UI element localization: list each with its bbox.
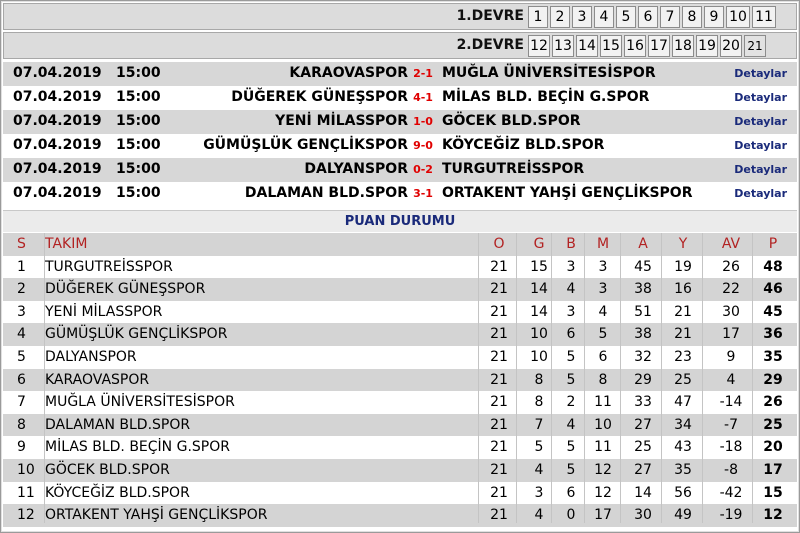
cell-points: 12 [763, 507, 783, 524]
standings-title: PUAN DURUMU [3, 210, 797, 232]
cell-goals-for: 32 [634, 348, 652, 365]
fixture-home-team: DALAMAN BLD.SPOR [244, 185, 408, 201]
cell-goals-against: 43 [674, 439, 692, 456]
cell-lost: 17 [594, 507, 612, 524]
table-row [3, 346, 797, 369]
table-row [3, 391, 797, 414]
cell-goals-against: 49 [674, 507, 692, 524]
cell-played: 21 [490, 258, 508, 275]
fixture-away-team: KÖYCEĞİZ BLD.SPOR [442, 137, 605, 153]
fixture-time: 15:00 [116, 185, 161, 201]
cell-played: 21 [490, 461, 508, 478]
cell-played: 21 [490, 507, 508, 524]
week-button[interactable]: 16 [624, 35, 646, 57]
cell-drawn: 5 [566, 461, 576, 478]
table-row [3, 323, 797, 346]
fixture-home-team: KARAOVASPOR [289, 65, 408, 81]
cell-lost: 10 [594, 416, 612, 433]
fixture-date: 07.04.2019 [13, 113, 102, 129]
fixture-details-link[interactable]: Detaylar [734, 187, 787, 200]
table-row [3, 278, 797, 301]
table-row [3, 301, 797, 324]
cell-points: 17 [763, 461, 783, 478]
cell-goal-difference: -14 [719, 394, 743, 411]
cell-points: 48 [763, 258, 783, 275]
table-row [3, 436, 797, 459]
header-points: P [768, 236, 778, 252]
fixture-time: 15:00 [116, 113, 161, 129]
first-half-label: 1.DEVRE [456, 8, 524, 24]
week-button[interactable]: 1 [528, 6, 548, 28]
fixture-home-team: DALYANSPOR [304, 161, 408, 177]
standings-table [3, 233, 797, 527]
cell-points: 35 [763, 348, 783, 365]
fixture-date: 07.04.2019 [13, 65, 102, 81]
header-lost: M [596, 236, 610, 252]
cell-points: 36 [763, 326, 783, 343]
cell-goals-for: 45 [634, 258, 652, 275]
cell-points: 20 [763, 439, 783, 456]
cell-goal-difference: -42 [719, 484, 743, 501]
column-divider [752, 233, 753, 523]
cell-goals-for: 29 [634, 371, 652, 388]
cell-points: 15 [763, 484, 783, 501]
cell-played: 21 [490, 416, 508, 433]
cell-goal-difference: 22 [722, 281, 740, 298]
fixture-score: 4-1 [413, 91, 433, 104]
fixture-score: 9-0 [413, 139, 433, 152]
cell-points: 46 [763, 281, 783, 298]
cell-won: 4 [534, 507, 544, 524]
cell-team-name: ORTAKENT YAHŞİ GENÇLİKSPOR [45, 507, 268, 524]
cell-team-name: GÖCEK BLD.SPOR [45, 461, 170, 478]
cell-drawn: 5 [566, 371, 576, 388]
fixture-away-team: MUĞLA ÜNİVERSİTESİSPOR [442, 65, 656, 81]
fixture-date: 07.04.2019 [13, 185, 102, 201]
fixture-home-team: GÜMÜŞLÜK GENÇLİKSPOR [203, 137, 408, 153]
cell-played: 21 [490, 303, 508, 320]
cell-drawn: 0 [566, 507, 576, 524]
header-goal-difference: AV [721, 236, 741, 252]
fixture-away-team: MİLAS BLD. BEÇİN G.SPOR [442, 89, 650, 105]
cell-team-name: KÖYCEĞİZ BLD.SPOR [45, 484, 190, 501]
header-team: TAKIM [45, 236, 88, 252]
cell-rank: 5 [17, 348, 26, 365]
cell-points: 25 [763, 416, 783, 433]
fixture-time: 15:00 [116, 65, 161, 81]
table-row [3, 459, 797, 482]
cell-goal-difference: 17 [722, 326, 740, 343]
cell-won: 7 [534, 416, 544, 433]
cell-rank: 4 [17, 326, 26, 343]
first-half-week-selector [3, 3, 797, 30]
cell-goals-for: 33 [634, 394, 652, 411]
fixture-details-link[interactable]: Detaylar [734, 115, 787, 128]
week-button[interactable]: 7 [660, 6, 680, 28]
cell-lost: 3 [598, 281, 608, 298]
cell-goals-against: 47 [674, 394, 692, 411]
cell-rank: 2 [17, 281, 26, 298]
fixture-away-team: TURGUTREİSSPOR [442, 161, 585, 177]
cell-team-name: MİLAS BLD. BEÇİN G.SPOR [45, 439, 230, 456]
header-goals-against: Y [678, 236, 688, 252]
week-button[interactable]: 21 [744, 35, 766, 57]
column-divider [620, 233, 621, 523]
second-half-week-selector [3, 32, 797, 59]
cell-drawn: 3 [566, 303, 576, 320]
header-played: O [493, 236, 505, 252]
fixture-date: 07.04.2019 [13, 161, 102, 177]
cell-won: 8 [534, 394, 544, 411]
cell-goal-difference: -19 [719, 507, 743, 524]
cell-lost: 12 [594, 461, 612, 478]
cell-drawn: 6 [566, 484, 576, 501]
table-row [3, 482, 797, 505]
cell-played: 21 [490, 439, 508, 456]
column-divider [702, 233, 703, 523]
cell-won: 5 [534, 439, 544, 456]
fixture-home-team: YENİ MİLASSPOR [275, 113, 408, 129]
fixture-row [3, 158, 797, 182]
cell-lost: 6 [598, 348, 608, 365]
cell-won: 15 [530, 258, 548, 275]
fixture-score: 2-1 [413, 67, 433, 80]
cell-rank: 8 [17, 416, 26, 433]
week-button[interactable]: 4 [594, 6, 614, 28]
fixture-list [3, 62, 797, 206]
column-divider [516, 233, 517, 523]
cell-goals-for: 25 [634, 439, 652, 456]
week-button[interactable]: 11 [752, 6, 776, 28]
cell-rank: 9 [17, 439, 26, 456]
standings-header-row [3, 233, 797, 256]
cell-goals-for: 27 [634, 416, 652, 433]
cell-goals-against: 21 [674, 303, 692, 320]
cell-played: 21 [490, 371, 508, 388]
cell-team-name: DALAMAN BLD.SPOR [45, 416, 191, 433]
fixture-details-link[interactable]: Detaylar [734, 91, 787, 104]
cell-lost: 4 [598, 303, 608, 320]
cell-goals-for: 30 [634, 507, 652, 524]
cell-lost: 8 [598, 371, 608, 388]
cell-lost: 3 [598, 258, 608, 275]
cell-won: 14 [530, 281, 548, 298]
cell-won: 10 [530, 326, 548, 343]
fixture-details-link[interactable]: Detaylar [734, 139, 787, 152]
cell-goals-for: 38 [634, 326, 652, 343]
fixture-row [3, 62, 797, 86]
week-button[interactable]: 17 [648, 35, 670, 57]
cell-goals-against: 34 [674, 416, 692, 433]
fixture-score: 1-0 [413, 115, 433, 128]
fixture-details-link[interactable]: Detaylar [734, 67, 787, 80]
fixture-details-link[interactable]: Detaylar [734, 163, 787, 176]
column-divider [661, 233, 662, 523]
cell-rank: 3 [17, 303, 26, 320]
cell-drawn: 4 [566, 281, 576, 298]
cell-played: 21 [490, 484, 508, 501]
cell-lost: 5 [598, 326, 608, 343]
week-button[interactable]: 15 [600, 35, 622, 57]
table-row [3, 504, 797, 527]
column-divider [551, 233, 552, 523]
cell-won: 3 [534, 484, 544, 501]
header-goals-for: A [638, 236, 648, 252]
cell-drawn: 5 [566, 348, 576, 365]
cell-drawn: 3 [566, 258, 576, 275]
fixture-row [3, 134, 797, 158]
cell-team-name: TURGUTREİSSPOR [45, 258, 173, 275]
fixture-time: 15:00 [116, 161, 161, 177]
week-button[interactable]: 6 [638, 6, 658, 28]
cell-goal-difference: -8 [724, 461, 738, 478]
cell-rank: 10 [17, 461, 35, 478]
cell-lost: 12 [594, 484, 612, 501]
table-row [3, 256, 797, 279]
cell-lost: 11 [594, 439, 612, 456]
cell-drawn: 5 [566, 439, 576, 456]
cell-rank: 1 [17, 258, 26, 275]
cell-points: 45 [763, 303, 783, 320]
fixture-time: 15:00 [116, 137, 161, 153]
cell-played: 21 [490, 394, 508, 411]
header-won: G [533, 236, 545, 252]
fixture-row [3, 182, 797, 206]
cell-team-name: GÜMÜŞLÜK GENÇLİKSPOR [45, 326, 228, 343]
column-divider [44, 233, 45, 523]
cell-points: 26 [763, 394, 783, 411]
cell-won: 10 [530, 348, 548, 365]
second-half-label: 2.DEVRE [456, 37, 524, 53]
week-button[interactable]: 20 [720, 35, 742, 57]
cell-goals-against: 16 [674, 281, 692, 298]
cell-goal-difference: -7 [724, 416, 738, 433]
cell-team-name: KARAOVASPOR [45, 371, 150, 388]
cell-goal-difference: -18 [719, 439, 743, 456]
cell-goal-difference: 4 [726, 371, 736, 388]
fixture-away-team: ORTAKENT YAHŞİ GENÇLİKSPOR [442, 185, 693, 201]
cell-goals-against: 25 [674, 371, 692, 388]
fixture-score: 0-2 [413, 163, 433, 176]
cell-rank: 12 [17, 507, 35, 524]
week-button[interactable]: 10 [726, 6, 750, 28]
cell-goal-difference: 9 [726, 348, 736, 365]
fixture-time: 15:00 [116, 89, 161, 105]
cell-goals-against: 56 [674, 484, 692, 501]
cell-points: 29 [763, 371, 783, 388]
table-row [3, 369, 797, 392]
cell-team-name: DÜĞEREK GÜNEŞSPOR [45, 281, 206, 298]
fixture-row [3, 86, 797, 110]
cell-team-name: YENİ MİLASSPOR [45, 303, 163, 320]
cell-won: 8 [534, 371, 544, 388]
week-button[interactable]: 5 [616, 6, 636, 28]
cell-rank: 6 [17, 371, 26, 388]
cell-rank: 11 [17, 484, 35, 501]
cell-drawn: 4 [566, 416, 576, 433]
fixture-home-team: DÜĞEREK GÜNEŞSPOR [231, 89, 408, 105]
cell-goals-for: 27 [634, 461, 652, 478]
fixture-away-team: GÖCEK BLD.SPOR [442, 113, 581, 129]
cell-goals-for: 51 [634, 303, 652, 320]
cell-goal-difference: 30 [722, 303, 740, 320]
cell-played: 21 [490, 348, 508, 365]
column-divider [478, 233, 479, 523]
cell-won: 4 [534, 461, 544, 478]
cell-drawn: 2 [566, 394, 576, 411]
cell-goal-difference: 26 [722, 258, 740, 275]
cell-lost: 11 [594, 394, 612, 411]
cell-played: 21 [490, 326, 508, 343]
column-divider [584, 233, 585, 523]
cell-goals-for: 14 [634, 484, 652, 501]
cell-played: 21 [490, 281, 508, 298]
cell-goals-against: 21 [674, 326, 692, 343]
table-row [3, 414, 797, 437]
week-button[interactable]: 3 [572, 6, 592, 28]
header-rank: S [17, 236, 26, 252]
cell-team-name: DALYANSPOR [45, 348, 137, 365]
week-button[interactable]: 19 [696, 35, 718, 57]
cell-goals-for: 38 [634, 281, 652, 298]
fixture-row [3, 110, 797, 134]
week-button[interactable]: 9 [704, 6, 724, 28]
cell-won: 14 [530, 303, 548, 320]
week-button[interactable]: 18 [672, 35, 694, 57]
cell-goals-against: 35 [674, 461, 692, 478]
cell-goals-against: 23 [674, 348, 692, 365]
week-button[interactable]: 14 [576, 35, 598, 57]
cell-team-name: MUĞLA ÜNİVERSİTESİSPOR [45, 394, 235, 411]
fixture-date: 07.04.2019 [13, 89, 102, 105]
cell-drawn: 6 [566, 326, 576, 343]
week-button[interactable]: 8 [682, 6, 702, 28]
fixture-date: 07.04.2019 [13, 137, 102, 153]
fixture-score: 3-1 [413, 187, 433, 200]
week-button[interactable]: 12 [528, 35, 550, 57]
week-button[interactable]: 2 [550, 6, 570, 28]
header-drawn: B [566, 236, 576, 252]
week-button[interactable]: 13 [552, 35, 574, 57]
cell-goals-against: 19 [674, 258, 692, 275]
cell-rank: 7 [17, 394, 26, 411]
